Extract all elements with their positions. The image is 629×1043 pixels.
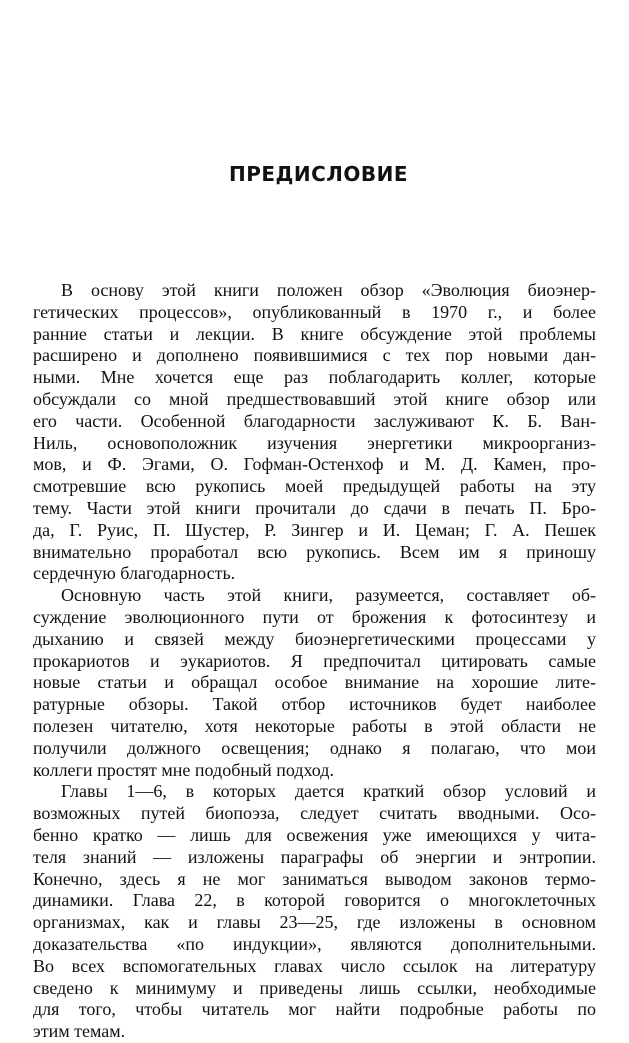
text-line: Основную часть этой книги, разумеется, составляет об-	[61, 585, 596, 606]
text-line: ранние статьи и лекции. В книге обсуждение этой проблемы	[33, 323, 596, 344]
text-line: коллеги простят мне подобный подход.	[33, 759, 334, 780]
text-line: дыханию и связей между биоэнергетическими процессами у	[33, 628, 596, 649]
text-line: Во всех вспомогательных главах число ссылок на литературу	[33, 955, 596, 976]
text-line: динамики. Глава 22, в которой говорится о многоклеточных	[33, 890, 596, 911]
text-line: Главы 1—6, в которых дается краткий обзор условий и	[61, 781, 596, 802]
text-line: ными. Мне хочется еще раз поблагодарить коллег, которые	[33, 367, 596, 388]
text-line: бенно кратко — лишь для освежения уже имеющихся у чита-	[33, 824, 596, 845]
text-line: мов, и Ф. Эгами, О. Гофман-Остенхоф и М. Д. Камен, про-	[33, 454, 596, 475]
text-line: внимательно проработал всю рукопись. Всем им я приношу	[33, 541, 596, 562]
text-line: теля знаний — изложены параграфы об энергии и энтропии.	[33, 846, 596, 867]
text-line: обсуждали со мной предшествовавший этой книге обзор или	[33, 388, 596, 409]
text-line: Конечно, здесь я не мог заниматься выводом законов термо-	[33, 868, 596, 889]
text-line: сведено к минимуму и приведены лишь ссылки, необходимые	[33, 977, 596, 998]
text-line: прокариотов и эукариотов. Я предпочитал цитировать самые	[33, 650, 596, 671]
text-line: расширено и дополнено появившимися с тех пор новыми дан-	[33, 345, 596, 366]
text-line: его части. Особенной благодарности заслуживают К. Б. Ван-	[33, 410, 596, 431]
text-line: суждение эволюционного пути от брожения к фотосинтезу и	[33, 606, 596, 627]
paragraph-3	[33, 781, 596, 1043]
text-line: смотревшие всю рукопись моей предыдущей работы на эту	[33, 476, 596, 497]
text-line: получили должного освещения; однако я полагаю, что мои	[33, 737, 596, 758]
text-line: организмах, как и главы 23—25, где изложены в основном	[33, 912, 596, 933]
text-line: новые статьи и обращал особое внимание на хорошие лите-	[33, 672, 596, 693]
page-title: ПРЕДИСЛОВИЕ	[228, 162, 409, 186]
preface-text	[33, 280, 596, 1043]
text-line: доказательства «по индукции», являются дополнительными.	[33, 933, 596, 954]
text-line: тему. Части этой книги прочитали до сдачи в печать П. Бро-	[33, 497, 596, 518]
text-line: полезен читателю, хотя некоторые работы в этой области не	[33, 715, 596, 736]
paragraph-2	[33, 585, 596, 781]
text-line: возможных путей биопоэза, следует считать вводными. Осо-	[33, 803, 596, 824]
text-line: этим темам.	[33, 1021, 126, 1042]
text-line: гетических процессов», опубликованный в 1970 г., и более	[33, 301, 596, 322]
text-line: да, Г. Руис, П. Шустер, Р. Зингер и И. Цеман; Г. А. Пешек	[33, 519, 596, 540]
text-line: ратурные обзоры. Такой отбор источников будет наиболее	[33, 694, 596, 715]
text-line: Ниль, основоположник изучения энергетики микроорганиз-	[33, 432, 596, 453]
text-line: для того, чтобы читатель мог найти подробные работы по	[33, 999, 596, 1020]
paragraph-1	[33, 280, 596, 585]
text-line: В основу этой книги положен обзор «Эволюция биоэнер-	[61, 280, 596, 300]
text-line: сердечную благодарность.	[33, 563, 236, 584]
